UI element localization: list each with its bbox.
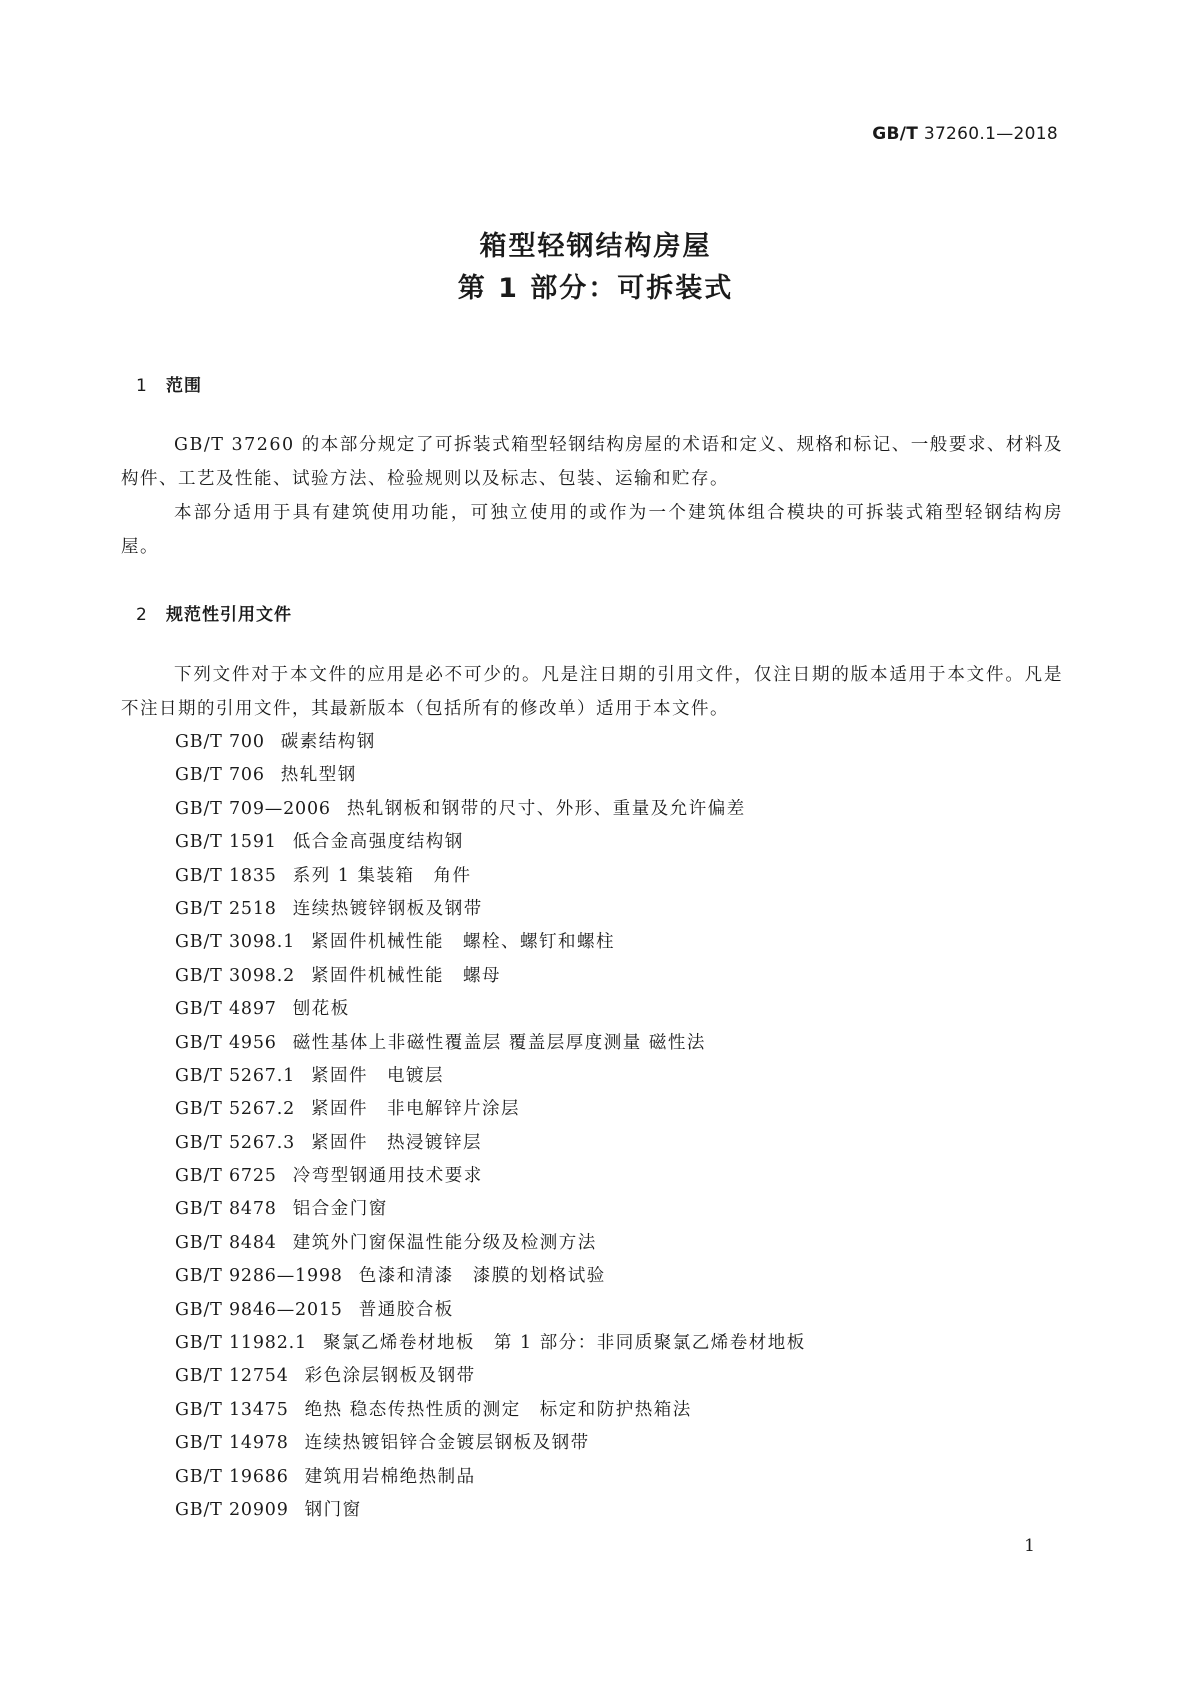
reference-item <box>175 960 806 993</box>
standard-number: 37260.1—2018 <box>923 124 1058 144</box>
reference-code: GB/T 709—2006 <box>175 798 331 819</box>
reference-code: GB/T 14978 <box>175 1433 289 1454</box>
section-2-heading <box>136 600 292 625</box>
reference-item <box>175 1494 806 1527</box>
reference-item <box>175 1260 806 1293</box>
reference-item <box>175 1327 806 1360</box>
reference-code: GB/T 6725 <box>175 1166 277 1187</box>
reference-title: 低合金高强度结构钢 <box>292 832 464 853</box>
reference-title: 聚氯乙烯卷材地板 第 1 部分：非同质聚氯乙烯卷材地板 <box>322 1333 806 1354</box>
section-title: 规范性引用文件 <box>166 605 292 625</box>
reference-item <box>175 1060 806 1093</box>
reference-code: GB/T 9286—1998 <box>175 1266 343 1287</box>
reference-title: 彩色涂层钢板及钢带 <box>304 1366 476 1387</box>
reference-title: 连续热镀铝锌合金镀层钢板及钢带 <box>304 1433 590 1454</box>
reference-title: 色漆和清漆 漆膜的划格试验 <box>358 1266 606 1287</box>
page-number: 1 <box>1024 1536 1035 1556</box>
reference-item <box>175 1160 806 1193</box>
reference-title: 建筑外门窗保温性能分级及检测方法 <box>292 1232 597 1253</box>
reference-item <box>175 1227 806 1260</box>
reference-code: GB/T 3098.2 <box>175 965 296 986</box>
reference-item <box>175 926 806 959</box>
normative-reference-list <box>175 726 806 1527</box>
reference-item <box>175 1127 806 1160</box>
reference-title: 普通胶合板 <box>358 1299 454 1320</box>
reference-title: 钢门窗 <box>304 1499 362 1520</box>
reference-title: 紧固件 热浸镀锌层 <box>311 1132 483 1153</box>
reference-title: 紧固件机械性能 螺母 <box>311 965 502 986</box>
reference-code: GB/T 8484 <box>175 1232 277 1253</box>
reference-code: GB/T 13475 <box>175 1399 289 1420</box>
reference-item <box>175 1193 806 1226</box>
reference-title: 碳素结构钢 <box>280 732 376 752</box>
reference-code: GB/T 19686 <box>175 1466 289 1487</box>
reference-item <box>175 1394 806 1427</box>
reference-title: 热轧型钢 <box>280 765 357 786</box>
document-title <box>0 226 1191 310</box>
reference-title: 紧固件 电镀层 <box>311 1065 445 1086</box>
reference-code: GB/T 5267.1 <box>175 1065 296 1086</box>
reference-item <box>175 793 806 826</box>
reference-item <box>175 893 806 926</box>
reference-code: GB/T 4956 <box>175 1032 277 1053</box>
reference-title: 紧固件 非电解锌片涂层 <box>311 1099 521 1120</box>
reference-code: GB/T 5267.3 <box>175 1132 296 1153</box>
section-title: 范围 <box>166 376 202 396</box>
reference-title: 磁性基体上非磁性覆盖层 覆盖层厚度测量 磁性法 <box>292 1032 706 1053</box>
reference-code: GB/T 8478 <box>175 1199 277 1220</box>
reference-item <box>175 1360 806 1393</box>
reference-code: GB/T 11982.1 <box>175 1333 307 1354</box>
title-part: 第 1 部分：可拆装式 <box>457 273 734 304</box>
standard-code <box>872 124 1058 144</box>
section-number: 2 <box>136 605 148 625</box>
reference-code: GB/T 12754 <box>175 1366 289 1387</box>
section-1-paragraph-1: GB/T 37260 的本部分规定了可拆装式箱型轻钢结构房屋的术语和定义、规格和标记、一般要求、材料及构件、工艺及性能、试验方法、检验规则以及标志、包装、运输和贮存。 <box>121 435 1063 489</box>
standard-prefix: GB/T <box>872 124 919 144</box>
reference-item <box>175 826 806 859</box>
reference-title: 铝合金门窗 <box>292 1199 388 1220</box>
reference-code: GB/T 20909 <box>175 1499 289 1520</box>
section-2-paragraph-1: 下列文件对于本文件的应用是必不可少的。凡是注日期的引用文件，仅注日期的版本适用于本文件。凡是不注日期的引用文件，其最新版本（包括所有的修改单）适用于本文件。 <box>121 665 1063 719</box>
reference-item <box>175 1093 806 1126</box>
reference-code: GB/T 2518 <box>175 898 277 919</box>
reference-title: 刨花板 <box>292 999 350 1020</box>
reference-code: GB/T 706 <box>175 765 265 786</box>
reference-item <box>175 993 806 1026</box>
reference-title: 建筑用岩棉绝热制品 <box>304 1466 476 1487</box>
reference-code: GB/T 5267.2 <box>175 1099 296 1120</box>
reference-title: 紧固件机械性能 螺栓、螺钉和螺柱 <box>311 932 616 953</box>
reference-code: GB/T 1835 <box>175 865 277 886</box>
reference-item <box>175 1427 806 1460</box>
reference-title: 绝热 稳态传热性质的测定 标定和防护热箱法 <box>304 1399 692 1420</box>
reference-title: 系列 1 集装箱 角件 <box>292 865 472 886</box>
reference-item <box>175 759 806 792</box>
reference-title: 连续热镀锌钢板及钢带 <box>292 898 483 919</box>
reference-code: GB/T 1591 <box>175 832 277 853</box>
reference-code: GB/T 700 <box>175 732 265 752</box>
reference-title: 冷弯型钢通用技术要求 <box>292 1166 483 1187</box>
section-1-paragraph-2: 本部分适用于具有建筑使用功能，可独立使用的或作为一个建筑体组合模块的可拆装式箱型轻钢结构房屋。 <box>121 503 1063 557</box>
title-main: 箱型轻钢结构房屋 <box>479 231 712 262</box>
reference-item <box>175 1461 806 1494</box>
reference-code: GB/T 4897 <box>175 999 277 1020</box>
section-number: 1 <box>136 376 148 396</box>
reference-item <box>175 860 806 893</box>
reference-item <box>175 726 806 759</box>
reference-code: GB/T 3098.1 <box>175 932 296 953</box>
section-1-heading <box>136 371 202 396</box>
reference-item <box>175 1027 806 1060</box>
reference-title: 热轧钢板和钢带的尺寸、外形、重量及允许偏差 <box>346 798 746 819</box>
reference-item <box>175 1294 806 1327</box>
reference-code: GB/T 9846—2015 <box>175 1299 343 1320</box>
